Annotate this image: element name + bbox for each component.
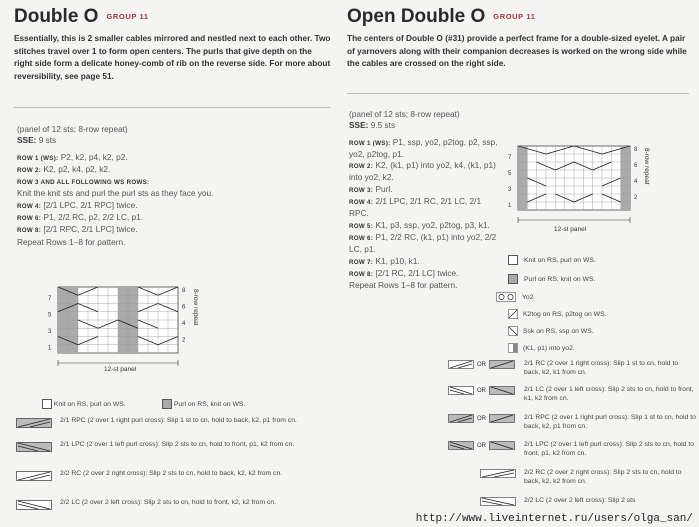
right-legend-ssk: Ssk on RS, ssp on WS.	[508, 326, 594, 336]
k1p1-into-yo2-icon	[508, 343, 518, 353]
lc-2-2-icon	[480, 497, 516, 506]
left-legend-lpc: 2/1 LPC (2 over 1 left purl cross): Slip 2 sts to cn, hold to front, p1, k2 from cn.	[16, 441, 316, 450]
left-sse-value: 9 sts	[38, 135, 57, 146]
left-instruction-row-text: [2/1 LPC, 2/1 RPC] twice.	[43, 199, 138, 210]
right-sse-value: 9.5 sts	[370, 120, 396, 131]
left-chart-svg	[30, 283, 210, 373]
right-legend-rc22: 2/2 RC (2 over 2 right cross): Slip 2 sts to cn, hold to back, k2, k2 from cn.	[448, 469, 696, 486]
left-panel-note: (panel of 12 sts; 8-row repeat)	[17, 124, 128, 134]
left-chart-row-number: 6	[182, 304, 186, 311]
left-instruction-row-text: P1, 2/2 RC, p2, 2/2 LC, p1.	[43, 212, 144, 223]
lpc-2-1-alt-icon	[489, 441, 515, 450]
left-chart-repeat-label: 8-row repeat	[192, 289, 199, 326]
right-instruction-row-text: Repeat Rows 1–8 for pattern.	[349, 280, 458, 291]
lc-2-1-icon	[448, 386, 474, 395]
right-legend-k1p1: (K1, p1) into yo2.	[508, 343, 575, 353]
right-legend-lc21: OR 2/1 LC (2 over 1 left cross): Slip 2 sts to cn, hold to front, k1, k2 from cn.	[448, 386, 696, 403]
knit-box-icon	[508, 255, 518, 265]
rc-2-1-alt-icon	[489, 360, 515, 369]
left-title	[14, 6, 332, 28]
right-title	[347, 6, 687, 28]
right-legend-lc22: 2/2 LC (2 over 2 left cross): Slip 2 sts	[448, 497, 696, 506]
right-instruction-row-text: K2, (k1, p1) into yo2, k4, (k1, p1) into yo2, k2.	[349, 160, 496, 183]
k2tog-icon	[508, 309, 518, 319]
left-divider	[14, 107, 330, 108]
left-instruction-row-label: ROW 8:	[17, 227, 42, 235]
right-chart-row-number: 4	[634, 178, 638, 185]
right-chart-row-number: 8	[634, 146, 638, 153]
right-legend-knit: Knit on RS, purl on WS.	[508, 255, 596, 265]
right-divider	[347, 93, 689, 94]
left-rows	[17, 152, 317, 248]
left-instruction-row	[17, 237, 317, 248]
left-instruction-row-text: P2, k2, p4, k2, p2.	[60, 151, 128, 162]
right-instruction-row-label: ROW 1 (WS):	[349, 139, 391, 147]
right-sse-label: SSE:	[349, 120, 369, 131]
left-chart-row-number: 3	[48, 329, 52, 336]
right-instruction-row-text: P1, ssp, yo2, p2tog, p2, ssp, yo2, p2tog, p1.	[349, 136, 498, 159]
right-chart-grid	[518, 146, 630, 210]
left-chart-row-number: 1	[48, 345, 52, 352]
left-group-label: GROUP 11	[106, 12, 149, 22]
left-instruction-row-label: ROW 2:	[17, 166, 42, 174]
rpc-2-1-icon	[448, 414, 474, 423]
lpc-2-1-icon	[448, 441, 474, 450]
left-instruction-row-label: ROW 4:	[17, 202, 42, 210]
left-instruction-row-text: Knit the knit sts and purl the purl sts as they face you.	[17, 188, 214, 199]
right-instruction-row-text: K1, p10, k1.	[375, 255, 420, 266]
right-legend-lpc21: OR 2/1 LPC (2 over 1 left purl cross): Slip 2 sts to cn, hold to front, p1, k2 from cn.	[448, 441, 696, 458]
right-legend-rpc21: OR 2/1 RPC (2 over 1 right purl cross): Slip 1 st to cn, hold to back, k2, p1 from cn.	[448, 414, 696, 431]
left-instruction-row	[17, 176, 317, 188]
right-legend-purl: Purl on RS, knit on WS.	[508, 274, 595, 284]
right-instruction-row-text: K1, p3, ssp, yo2, p2tog, p3, k1.	[375, 219, 490, 230]
left-instruction-row	[17, 152, 317, 164]
left-instruction-row	[17, 188, 317, 199]
right-instruction-row-label: ROW 5:	[349, 222, 374, 230]
left-legend	[16, 397, 332, 527]
left-legend-purl: Purl on RS, knit on WS.	[162, 399, 245, 409]
right-instruction-row	[349, 160, 501, 184]
purl-box-icon	[508, 274, 518, 284]
right-instruction-row-text: [2/1 RC, 2/1 LC] twice.	[375, 267, 459, 278]
right-instruction-row-label: ROW 7:	[349, 258, 374, 266]
rc-2-1-icon	[448, 360, 474, 369]
left-pattern	[14, 0, 332, 82]
left-legend-knit: Knit on RS, purl on WS.	[42, 399, 126, 409]
left-legend-lc: 2/2 LC (2 over 2 left cross): Slip 2 sts to cn, hold to front, k2, k2 from cn.	[16, 499, 316, 508]
right-instruction-row-label: ROW 2:	[349, 163, 374, 171]
right-group-label: GROUP 11	[493, 12, 536, 22]
left-sse-label: SSE:	[17, 135, 37, 146]
right-instruction-row	[349, 137, 501, 161]
right-chart-row-number: 2	[634, 194, 638, 201]
right-instruction-row-text: 2/1 LPC, 2/1 RC, 2/1 LC, 2/1 RPC.	[349, 196, 482, 219]
right-chart-row-number: 7	[508, 154, 512, 161]
right-chart-row-number: 1	[508, 202, 512, 209]
left-chart-row-number: 7	[48, 296, 52, 303]
left-chart-grid	[58, 287, 178, 353]
left-title-text: Double O	[14, 6, 99, 27]
left-chart	[30, 283, 210, 373]
left-instruction-row	[17, 224, 317, 236]
left-instruction-row	[17, 164, 317, 176]
left-chart-row-number: 8	[182, 287, 186, 294]
left-instruction-row-label: ROW 6:	[17, 215, 42, 223]
left-instruction-row	[17, 212, 317, 224]
rc-icon	[16, 471, 52, 481]
lc-icon	[16, 500, 52, 510]
right-chart	[502, 140, 662, 240]
left-sse	[17, 135, 317, 146]
left-intro: Essentially, this is 2 smaller cables mirrored and nestled next to each other. Two stitches travel over 1 to form open centers. The purls that give depth on the right side form a delicate honey-comb of rib on the reverse side. For more about reversibility, see page 51.	[14, 33, 331, 81]
right-title-text: Open Double O	[347, 6, 486, 27]
right-legend-k2tog: K2tog on RS, p2tog on WS.	[508, 309, 607, 319]
right-instruction-row	[349, 220, 501, 232]
left-chart-row-number: 4	[182, 320, 186, 327]
lc-2-1-alt-icon	[489, 386, 515, 395]
right-legend-yo2: Yo2	[496, 292, 533, 302]
right-chart-svg	[502, 140, 662, 240]
left-chart-panel-label: 12-st panel	[104, 366, 137, 373]
left-legend-rpc: 2/1 RPC (2 over 1 right purl cross): Slip 1 st to cn, hold to back, k2, p1 from cn.	[16, 417, 316, 426]
right-instruction-row-label: ROW 8:	[349, 270, 374, 278]
right-instruction-row	[349, 196, 501, 220]
rc-2-2-icon	[480, 469, 516, 478]
right-chart-row-number: 6	[634, 162, 638, 169]
right-instruction-row-label: ROW 3:	[349, 186, 374, 194]
right-instruction-row	[349, 184, 501, 196]
right-chart-repeat-label: 8-row repeat	[643, 148, 650, 185]
rpc-2-1-alt-icon	[489, 414, 515, 423]
watermark-url[interactable]: http://www.liveinternet.ru/users/olga_san/	[415, 513, 693, 525]
rpc-icon	[16, 418, 52, 428]
right-instruction-row-label: ROW 6:	[349, 234, 374, 242]
left-instruction-row-text: [2/1 RPC, 2/1 LPC] twice.	[43, 224, 138, 235]
lpc-icon	[16, 442, 52, 452]
left-instruction-row-text: Repeat Rows 1–8 for pattern.	[17, 236, 126, 247]
ssk-icon	[508, 326, 518, 336]
left-legend-rc: 2/2 RC (2 over 2 right cross): Slip 2 sts to cn, hold to back, k2, k2 from cn.	[16, 470, 316, 479]
right-pattern	[347, 0, 687, 70]
left-instructions	[17, 124, 317, 248]
right-chart-row-number: 5	[508, 170, 512, 177]
right-sse	[349, 120, 501, 131]
right-instruction-row-text: Purl.	[375, 183, 393, 194]
right-instruction-row	[349, 232, 501, 256]
right-chart-panel-label: 12-st panel	[554, 226, 587, 233]
right-instruction-row-text: P1, 2/2 RC, (k1, p1) into yo2, 2/2 LC, p1.	[349, 231, 497, 255]
left-chart-row-number: 5	[48, 312, 52, 319]
right-chart-row-number: 3	[508, 186, 512, 193]
left-instruction-row-label: ROW 1 (WS):	[17, 154, 59, 162]
yo2-icon	[496, 292, 516, 302]
right-intro: The centers of Double O (#31) provide a perfect frame for a double-sized eyelet. A pair of yarnovers along with their companion decreases is worked on the wrong side while the cables are crossed on the right side.	[347, 33, 687, 69]
right-instruction-row-label: ROW 4:	[349, 199, 374, 207]
purl-box-icon	[162, 399, 172, 409]
left-instruction-row	[17, 200, 317, 212]
right-legend	[440, 255, 698, 527]
left-instruction-row-text: K2, p2, k4, p2, k2.	[43, 163, 111, 174]
left-instruction-row-label: ROW 3 AND ALL FOLLOWING WS ROWS:	[17, 179, 150, 187]
knit-box-icon	[42, 399, 52, 409]
right-legend-rc21: OR 2/1 RC (2 over 1 right cross): Slip 1 st to cn, hold to back, k2, k1 from cn.	[448, 360, 696, 377]
right-panel-note: (panel of 12 sts; 8-row repeat)	[349, 109, 460, 119]
left-chart-row-number: 2	[182, 337, 186, 344]
